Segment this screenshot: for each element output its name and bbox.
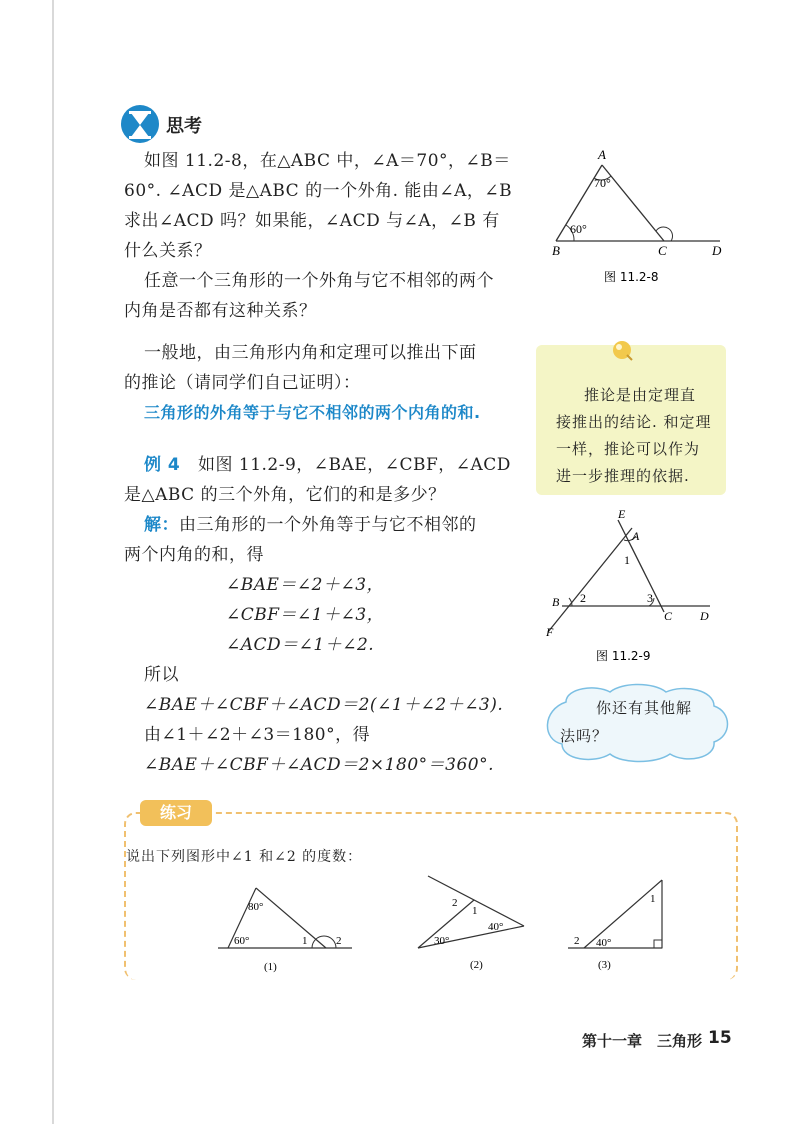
solution-line-2: 两个内角的和，得 xyxy=(124,545,264,565)
note-line-2: 接推出的结论. 和定理 xyxy=(556,413,712,431)
think-line-1: 如图 11.2-8，在△ABC 中，∠A＝70°，∠B＝ xyxy=(144,151,511,171)
example-line-1: 如图 11.2-9，∠BAE，∠CBF，∠ACD xyxy=(197,455,511,475)
equation-2: ∠CBF＝∠1＋∠3， xyxy=(226,605,385,625)
example-line-2: 是△ABC 的三个外角，它们的和是多少？ xyxy=(124,485,446,505)
so-text: 所以 xyxy=(144,665,179,685)
fig1-label-c: C xyxy=(658,243,667,258)
ex3-n2: 2 xyxy=(574,935,580,947)
ex1-n2: 2 xyxy=(336,935,342,947)
solution-line-1: 由三角形的一个外角等于与它不相邻的 xyxy=(179,515,477,535)
equation-3: ∠ACD＝∠1＋∠2. xyxy=(226,635,375,655)
exercise-figure-3 xyxy=(562,872,682,974)
equation-1: ∠BAE＝∠2＋∠3， xyxy=(226,575,385,595)
think-line-2: 60°. ∠ACD 是△ABC 的一个外角. 能由∠A，∠B xyxy=(124,181,513,201)
page-spine xyxy=(52,0,54,1124)
ex3-n1: 1 xyxy=(650,893,656,905)
note-line-1: 推论是由定理直 xyxy=(584,386,697,404)
page-number: 15 xyxy=(708,1028,732,1048)
ex1-caption: (1) xyxy=(264,961,277,973)
cloud-line-2: 法吗？ xyxy=(560,727,609,745)
equation-4: ∠BAE＋∠CBF＋∠ACD＝2(∠1＋∠2＋∠3). xyxy=(144,695,504,715)
ex1-angle-80: 80° xyxy=(248,901,264,913)
fig2-label-c: C xyxy=(664,609,673,623)
ex2-angle-40: 40° xyxy=(488,921,504,933)
think-line-4: 什么关系？ xyxy=(124,241,212,261)
ex2-angle-30: 30° xyxy=(434,935,450,947)
exercise-figure-1 xyxy=(212,882,362,974)
exercise-tab: 练习 xyxy=(140,800,212,826)
equation-6: ∠BAE＋∠CBF＋∠ACD＝2×180°＝360°. xyxy=(144,755,494,775)
fig2-label-d: D xyxy=(700,609,709,623)
think-line-5: 任意一个三角形的一个外角与它不相邻的两个 xyxy=(144,271,494,291)
cloud-text xyxy=(560,694,720,750)
fig2-n3: 3 xyxy=(647,591,653,605)
think-icon xyxy=(120,104,160,144)
corollary-statement: 三角形的外角等于与它不相邻的两个内角的和. xyxy=(144,403,481,422)
fig2-n2: 2 xyxy=(580,591,586,605)
corollary-line-1: 一般地，由三角形内角和定理可以推出下面 xyxy=(144,343,477,363)
ex1-angle-60: 60° xyxy=(234,935,250,947)
fig2-n1: 1 xyxy=(624,553,630,567)
fig2-label-f: F xyxy=(546,625,554,639)
fig1-label-a: A xyxy=(598,147,606,162)
fig1-angle-b: 60° xyxy=(570,222,587,236)
ex2-n1: 1 xyxy=(472,905,478,917)
chapter-footer: 第十一章 三角形 xyxy=(582,1032,703,1050)
figure-11-2-9 xyxy=(536,506,726,666)
fig1-angle-a: 70° xyxy=(594,176,611,190)
ex2-n2: 2 xyxy=(452,897,458,909)
cloud-line-1: 你还有其他解 xyxy=(596,699,693,717)
note-line-4: 进一步推理的依据. xyxy=(556,467,690,485)
fig2-label-a: A xyxy=(632,529,640,543)
ex2-caption: (2) xyxy=(470,959,483,971)
ex1-n1: 1 xyxy=(302,935,308,947)
fig2-caption: 图 11.2-9 xyxy=(596,649,651,663)
ex3-angle-40: 40° xyxy=(596,937,612,949)
exercise-figure-2 xyxy=(412,872,542,974)
corollary-line-2: 的推论（请同学们自己证明）： xyxy=(124,373,361,393)
think-line-3: 求出∠ACD 吗？如果能，∠ACD 与∠A，∠B 有 xyxy=(124,211,500,231)
ex3-caption: (3) xyxy=(598,959,611,971)
fig1-label-d: D xyxy=(712,243,722,258)
exercise-prompt: 说出下列图形中∠1 和∠2 的度数： xyxy=(126,849,363,865)
fig2-label-e: E xyxy=(618,507,626,521)
solution-label: 解： xyxy=(144,515,179,535)
example-label: 例 4 xyxy=(144,455,181,475)
note-line-3: 一样，推论可以作为 xyxy=(556,440,701,458)
pin-icon xyxy=(610,338,634,362)
fig1-caption: 图 11.2-8 xyxy=(604,270,659,284)
sidebar-note-text xyxy=(556,382,716,490)
think-title: 思考 xyxy=(166,116,202,137)
figure-11-2-8 xyxy=(540,145,740,285)
fig1-label-b: B xyxy=(552,243,560,258)
equation-5: 由∠1＋∠2＋∠3＝180°，得 xyxy=(144,725,371,745)
fig2-label-b: B xyxy=(552,595,560,609)
think-line-6: 内角是否都有这种关系？ xyxy=(124,301,317,321)
